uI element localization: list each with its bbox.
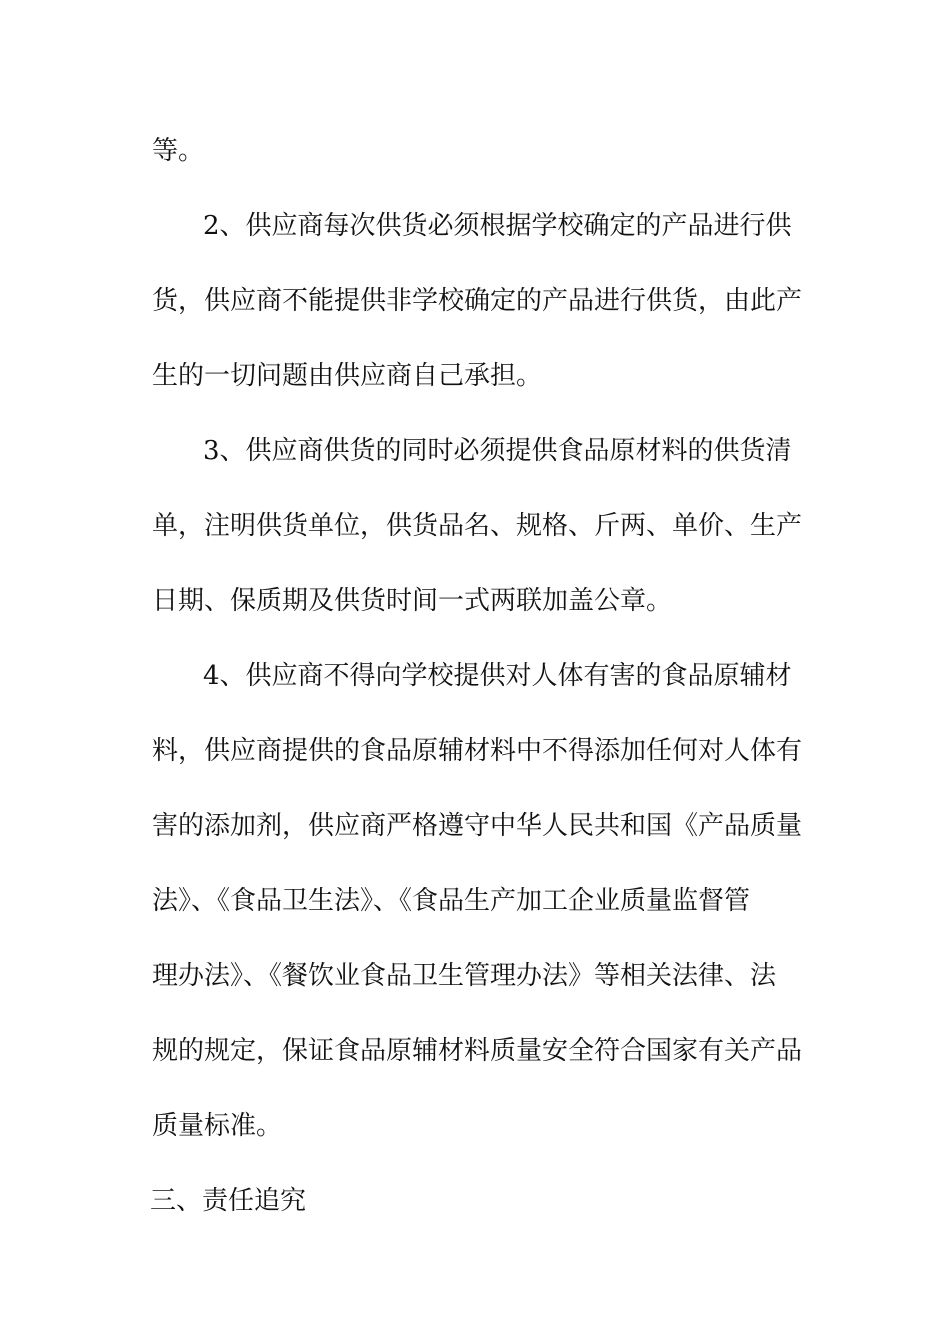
paragraph-4-line-5: 理办法》、《餐饮业食品卫生管理办法》等相关法律、法 (152, 961, 777, 991)
paragraph-3-line-3: 日期、保质期及供货时间一式两联加盖公章。 (152, 586, 673, 616)
paragraph-1-line-1: 等。 (152, 136, 205, 166)
paragraph-4-line-6: 规的规定，保证食品原辅材料质量安全符合国家有关产品 (152, 1036, 803, 1066)
paragraph-4-line-7: 质量标准。 (152, 1111, 283, 1141)
paragraph-2-line-2: 货，供应商不能提供非学校确定的产品进行供货，由此产 (152, 286, 803, 316)
paragraph-2-line-1: 2、供应商每次供货必须根据学校确定的产品进行供 (203, 211, 792, 241)
paragraph-3-line-2: 单，注明供货单位，供货品名、规格、斤两、单价、生产 (152, 511, 803, 541)
paragraph-4-line-4: 法》、《食品卫生法》、《食品生产加工企业质量监督管 (152, 886, 751, 916)
paragraph-4-line-1: 4、供应商不得向学校提供对人体有害的食品原辅材 (203, 661, 792, 691)
section-heading: 三、责任追究 (150, 1186, 307, 1216)
paragraph-2-line-3: 生的一切问题由供应商自己承担。 (152, 361, 543, 391)
paragraph-4-line-3: 害的添加剂，供应商严格遵守中华人民共和国《产品质量 (152, 811, 803, 841)
paragraph-4-line-2: 料，供应商提供的食品原辅材料中不得添加任何对人体有 (152, 736, 803, 766)
paragraph-3-line-1: 3、供应商供货的同时必须提供食品原材料的供货清 (203, 436, 792, 466)
